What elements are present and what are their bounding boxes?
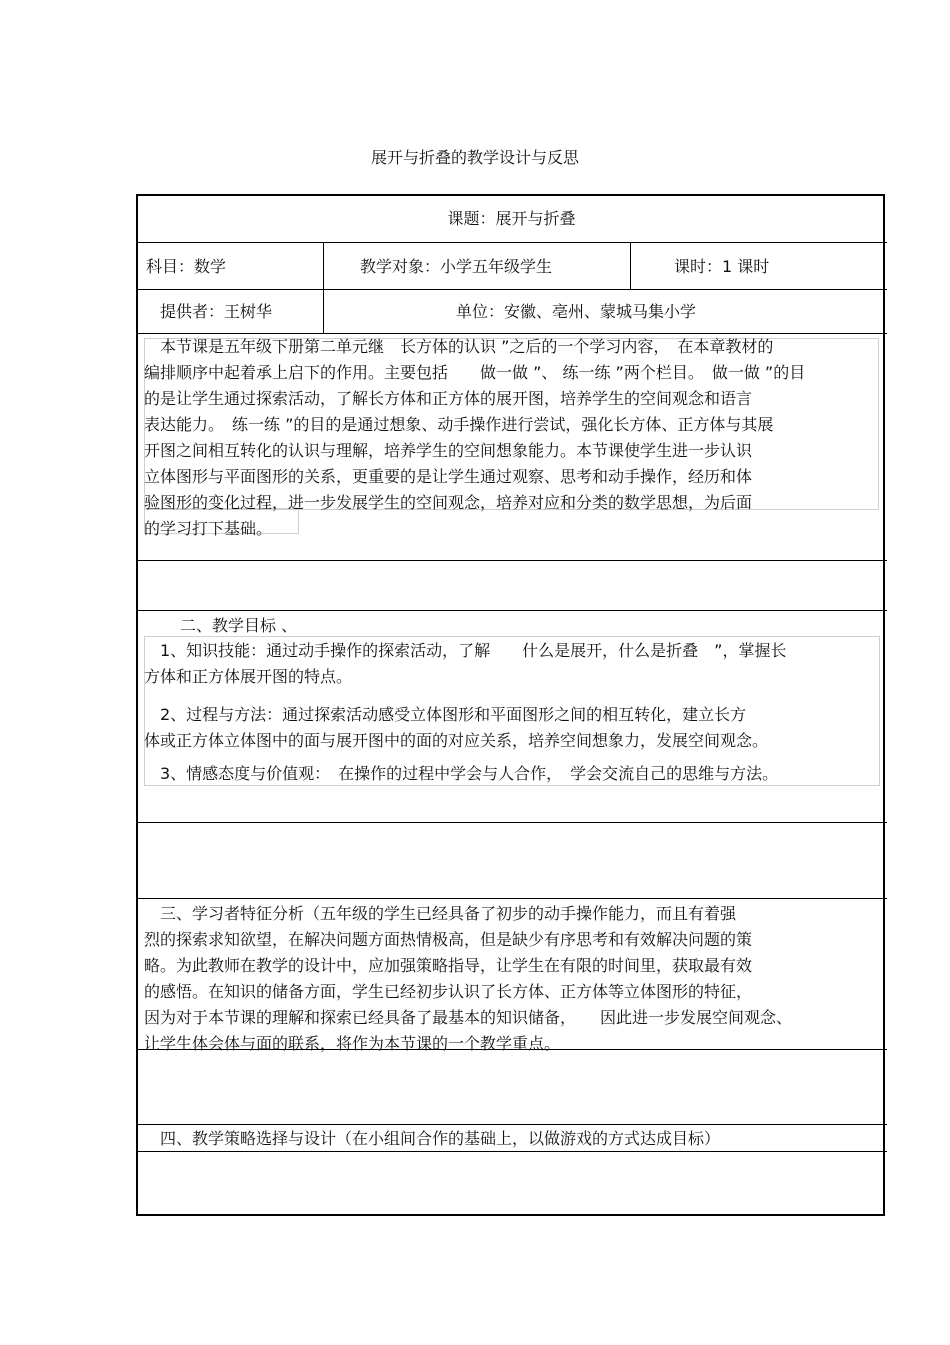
paragraph-line: 表达能力。 练一练 ”的目的是通过想象、动手操作进行尝试，强化长方体、正方体与其展 bbox=[144, 415, 774, 434]
audience-label: 教学对象：小学五年级学生 bbox=[360, 257, 553, 276]
paragraph-line: 编排顺序中起着承上启下的作用。主要包括 做一做 ”、 练一练 ”两个栏目。 做一做 ”的目 bbox=[144, 363, 806, 382]
paragraph-line: 本节课是五年级下册第二单元继 长方体的认识 ”之后的一个学习内容， 在本章教材的 bbox=[144, 337, 774, 356]
subject-label: 科目：数学 bbox=[146, 257, 227, 276]
row-divider bbox=[136, 242, 887, 243]
strategy-heading bbox=[144, 1126, 882, 1152]
paragraph-line: 2、过程与方法：通过探索活动感受立体图形和平面图形之间的相互转化，建立长方 bbox=[144, 705, 747, 724]
paragraph-line: 三、学习者特征分析（五年级的学生已经具备了初步的动手操作能力，而且有着强 bbox=[144, 904, 737, 923]
provider-label: 提供者：王树华 bbox=[160, 302, 273, 321]
paragraph-line: 烈的探索求知欲望，在解决问题方面热情极高，但是缺少有序思考和有效解决问题的策 bbox=[144, 930, 753, 949]
goal-process bbox=[144, 702, 882, 754]
row-divider bbox=[136, 289, 887, 290]
paragraph-line: 方体和正方体展开图的特点。 bbox=[144, 667, 353, 686]
teaching-goals-heading: 二、教学目标 、 bbox=[180, 616, 298, 635]
paragraph-line: 的感悟。在知识的储备方面，学生已经初步认识了长方体、正方体等立体图形的特征， bbox=[144, 982, 753, 1001]
paragraph-line: 3、情感态度与价值观： 在操作的过程中学会与人合作， 学会交流自己的思维与方法。 bbox=[144, 764, 779, 783]
row-divider bbox=[136, 898, 887, 899]
row-divider bbox=[136, 560, 887, 561]
row-divider bbox=[136, 1124, 887, 1125]
row-divider bbox=[136, 610, 887, 611]
paragraph-line: 的是让学生通过探索活动，了解长方体和正方体的展开图，培养学生的空间观念和语言 bbox=[144, 389, 753, 408]
goal-attitude bbox=[144, 761, 882, 787]
document-title: 展开与折叠的教学设计与反思 bbox=[370, 148, 579, 167]
paragraph-line: 开图之间相互转化的认识与理解，培养学生的空间想象能力。本节课使学生进一步认识 bbox=[144, 441, 753, 460]
unit-label: 单位：安徽、亳州、蒙城马集小学 bbox=[456, 302, 697, 321]
column-divider bbox=[630, 242, 631, 289]
paragraph-line: 立体图形与平面图形的关系，更重要的是让学生通过观察、思考和动手操作，经历和体 bbox=[144, 467, 753, 486]
lesson-overview-paragraph bbox=[144, 334, 882, 542]
paragraph-line: 的学习打下基础。 bbox=[144, 519, 273, 538]
period-label: 课时：1 课时 bbox=[674, 257, 770, 276]
row-divider bbox=[136, 822, 887, 823]
goal-knowledge bbox=[144, 638, 882, 690]
learner-analysis-paragraph bbox=[144, 901, 882, 1057]
paragraph-line: 验图形的变化过程，进一步发展学生的空间观念，培养对应和分类的数学思想，为后面 bbox=[144, 493, 753, 512]
lesson-topic: 课题：展开与折叠 bbox=[447, 209, 576, 228]
paragraph-line: 让学生体会体与面的联系，将作为本节课的一个教学重点。 bbox=[144, 1034, 561, 1053]
paragraph-line: 因为对于本节课的理解和探索已经具备了最基本的知识储备， 因此进一步发展空间观念、 bbox=[144, 1008, 793, 1027]
paragraph-line: 体或正方体立体图中的面与展开图中的面的对应关系，培养空间想象力，发展空间观念。 bbox=[144, 731, 769, 750]
paragraph-line: 四、教学策略选择与设计（在小组间合作的基础上，以做游戏的方式达成目标） bbox=[144, 1129, 721, 1148]
paragraph-line: 略。为此教师在教学的设计中，应加强策略指导，让学生在有限的时间里，获取最有效 bbox=[144, 956, 753, 975]
column-divider bbox=[323, 242, 324, 333]
paragraph-line: 1、知识技能：通过动手操作的探索活动，了解 什么是展开，什么是折叠 ”，掌握长 bbox=[144, 641, 787, 660]
